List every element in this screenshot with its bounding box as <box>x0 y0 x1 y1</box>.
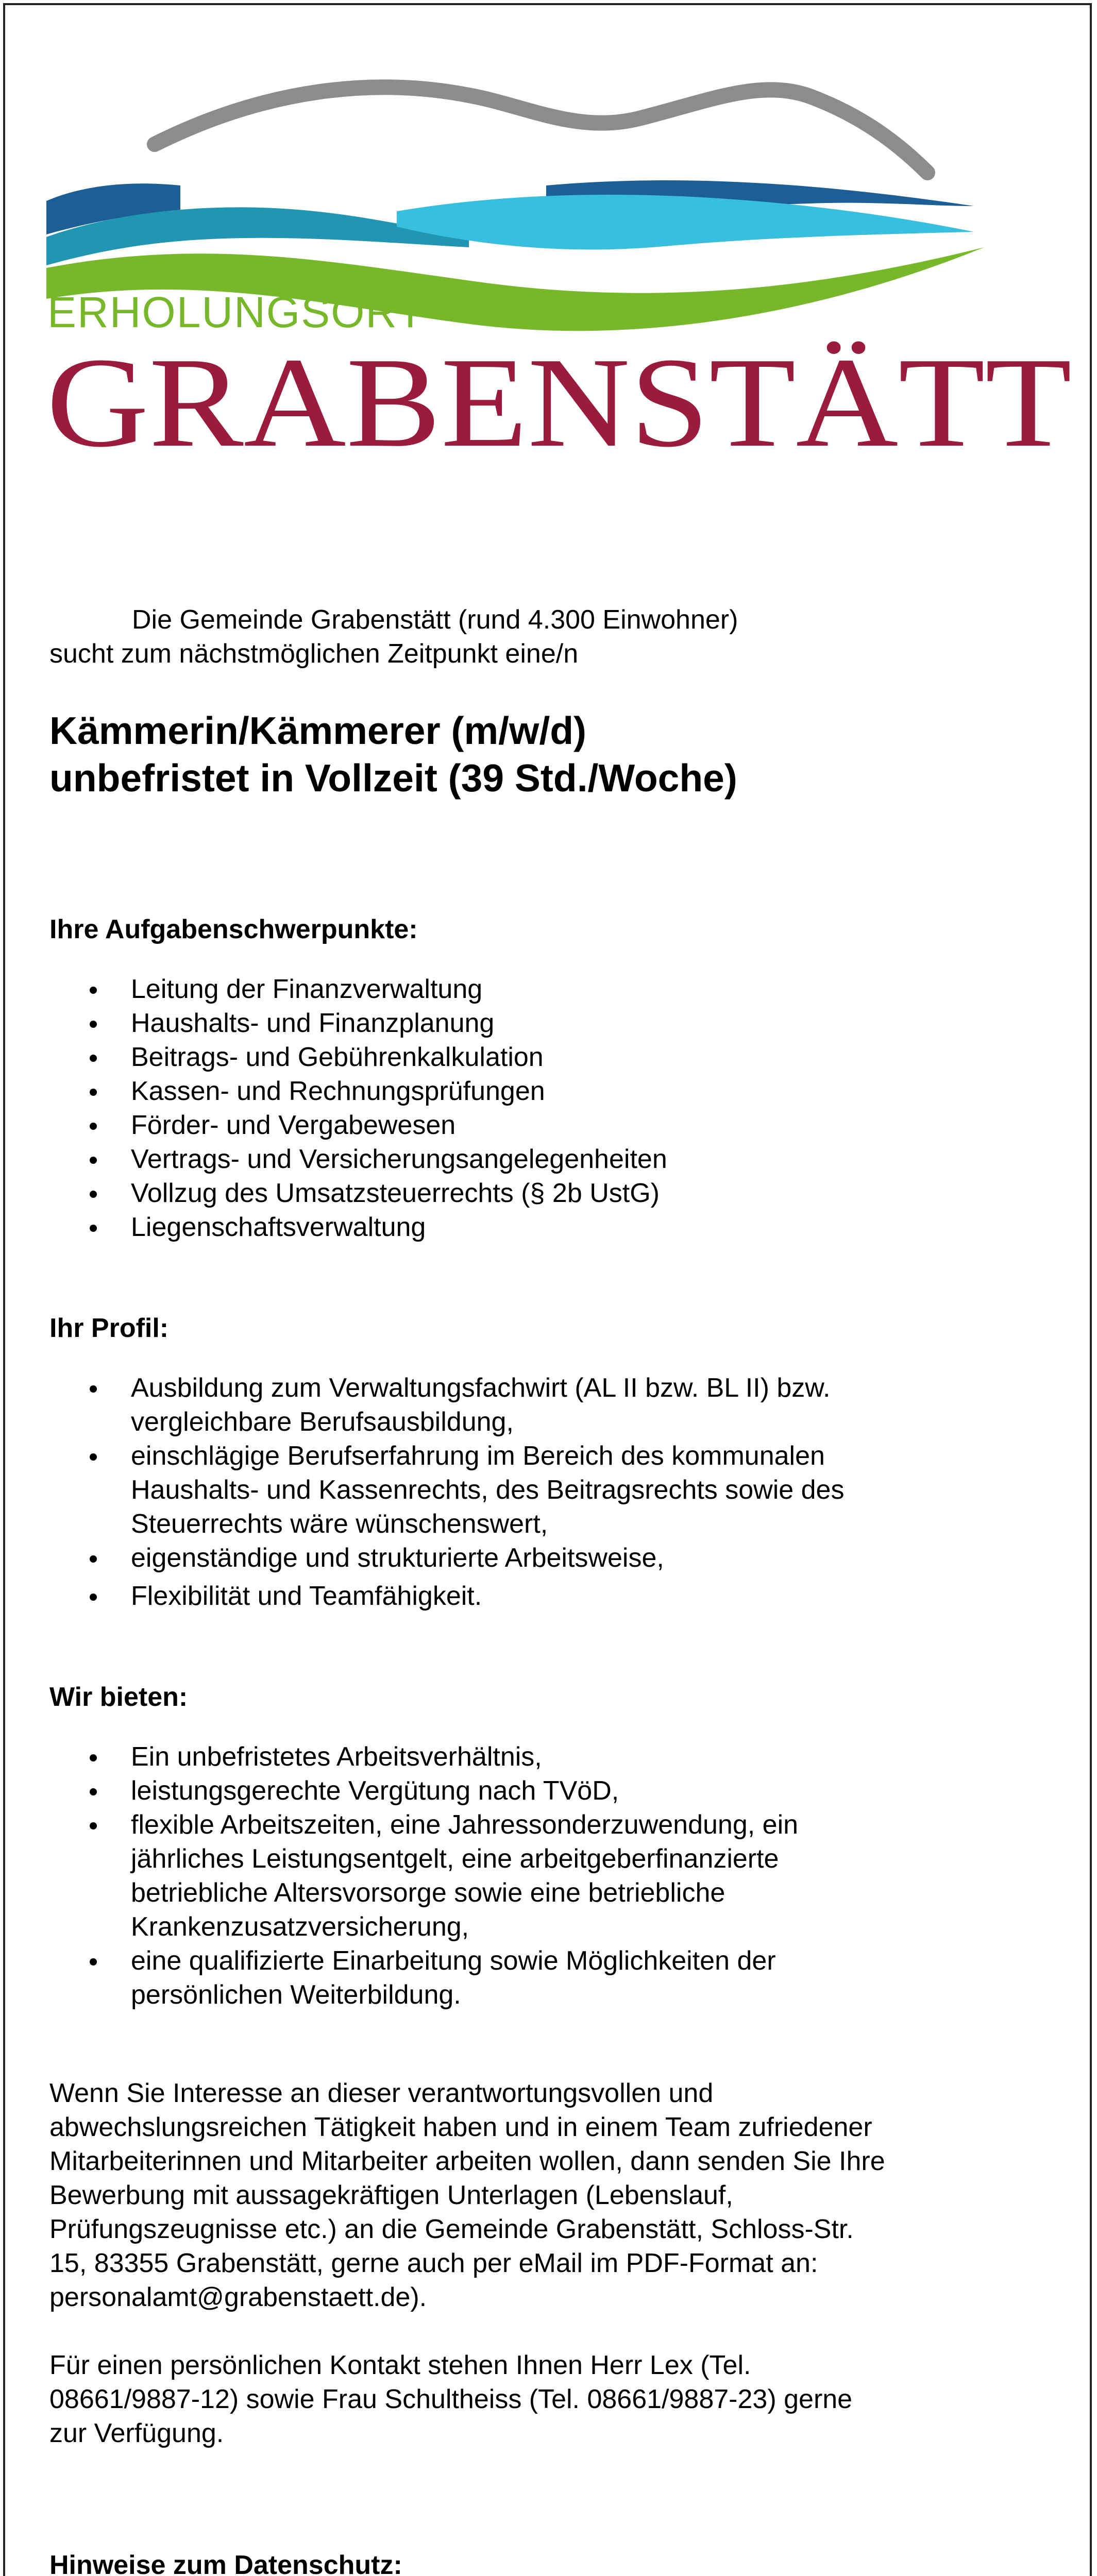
bullet-icon <box>90 1055 97 1062</box>
paragraph-line: Bewerbung mit aussagekräftigen Unterlagen (Lebenslauf, <box>49 2180 733 2210</box>
bullet-icon <box>90 1822 97 1829</box>
intro <box>49 603 1044 671</box>
list-item <box>49 1541 1044 1575</box>
bullet-icon <box>90 1754 97 1761</box>
paragraph-line: zur Verfügung. <box>49 2418 224 2448</box>
list-item-text: eine qualifizierte Einarbeitung sowie Möglichkeiten der <box>131 1946 776 1976</box>
paragraph-line: Für einen persönlichen Kontakt stehen Ihnen Herr Lex (Tel. <box>49 2350 751 2380</box>
logo-mountain <box>155 87 927 173</box>
logo-town-name: GRABENSTÄTT <box>46 331 1072 469</box>
bullet-icon <box>90 1021 97 1028</box>
paragraph-line: abwechslungsreichen Tätigkeit haben und in einem Team zufriedener <box>49 2112 872 2142</box>
logo <box>46 57 1077 469</box>
job-title <box>49 707 1044 802</box>
list-item-text: betriebliche Altersvorsorge sowie eine betriebliche <box>131 1878 725 1908</box>
bullet-icon <box>90 987 97 994</box>
profile-list <box>49 1371 1044 1613</box>
list-item-text: Beitrags- und Gebührenkalkulation <box>131 1042 544 1072</box>
bullet-icon <box>90 1594 97 1601</box>
list-item-text: Förder- und Vergabewesen <box>131 1110 456 1140</box>
list-item-text: Krankenzusatzversicherung, <box>131 1912 469 1942</box>
bullet-icon <box>90 1225 97 1232</box>
list-item <box>49 1439 1044 1541</box>
paragraph-line: personalamt@grabenstaett.de). <box>49 2282 427 2312</box>
logo-tagline: ERHOLUNGSORT <box>47 288 425 336</box>
list-item-text: Kassen- und Rechnungsprüfungen <box>131 1076 545 1106</box>
list-item <box>49 1006 1044 1040</box>
logo-graphic <box>46 57 1077 469</box>
bullet-icon <box>90 1788 97 1795</box>
list-item <box>49 1040 1044 1074</box>
job-title-line-2: unbefristet in Vollzeit (39 Std./Woche) <box>49 756 737 800</box>
tasks-list <box>49 972 1044 1244</box>
list-item-text: Ausbildung zum Verwaltungsfachwirt (AL II bzw. BL II) bzw. <box>131 1373 831 1403</box>
paragraph-line: Mitarbeiterinnen und Mitarbeiter arbeiten wollen, dann senden Sie Ihre <box>49 2146 885 2176</box>
bullet-icon <box>90 1191 97 1198</box>
list-item <box>49 1108 1044 1142</box>
tasks-heading: Ihre Aufgabenschwerpunkte: <box>49 914 418 944</box>
bullet-icon <box>90 1958 97 1965</box>
list-item <box>49 1774 1044 1808</box>
bullet-icon <box>90 1157 97 1164</box>
list-item-text: Haushalts- und Kassenrechts, des Beitragsrechts sowie des <box>131 1475 845 1505</box>
list-item-text: vergleichbare Berufsausbildung, <box>131 1407 514 1437</box>
bullet-icon <box>90 1123 97 1130</box>
paragraph-line: Wenn Sie Interesse an dieser verantwortungsvollen und <box>49 2078 714 2108</box>
list-item <box>49 1944 1044 2012</box>
list-item-text: persönlichen Weiterbildung. <box>131 1980 461 2010</box>
list-item-text: Haushalts- und Finanzplanung <box>131 1008 495 1038</box>
paragraph-line: 08661/9887-12) sowie Frau Schultheiss (Tel. 08661/9887-23) gerne <box>49 2384 853 2414</box>
list-item <box>49 1371 1044 1439</box>
list-item <box>49 1210 1044 1244</box>
intro-line-1: Die Gemeinde Grabenstätt (rund 4.300 Einwohner) <box>132 605 738 635</box>
list-item-text: Leitung der Finanzverwaltung <box>131 974 483 1004</box>
list-item <box>49 972 1044 1006</box>
list-item <box>49 1579 1044 1613</box>
list-item-text: flexible Arbeitszeiten, eine Jahressonderzuwendung, ein <box>131 1810 799 1840</box>
intro-line-2: sucht zum nächstmöglichen Zeitpunkt eine/n <box>49 639 579 669</box>
list-item <box>49 1142 1044 1176</box>
bullet-icon <box>90 1385 97 1393</box>
list-item-text: Liegenschaftsverwaltung <box>131 1212 426 1242</box>
offer-list <box>49 1740 1044 2012</box>
paragraph-line: Prüfungszeugnisse etc.) an die Gemeinde Grabenstätt, Schloss-Str. <box>49 2214 854 2244</box>
list-item-text: eigenständige und strukturierte Arbeitsweise, <box>131 1543 664 1573</box>
job-title-line-1: Kämmerin/Kämmerer (m/w/d) <box>49 709 586 752</box>
list-item <box>49 1176 1044 1210</box>
job-posting <box>49 603 1044 2576</box>
list-item-text: Steuerrechts wäre wünschenswert, <box>131 1509 548 1539</box>
bullet-icon <box>90 1089 97 1096</box>
list-item-text: leistungsgerechte Vergütung nach TVöD, <box>131 1776 619 1806</box>
bullet-icon <box>90 1453 97 1461</box>
offer-heading: Wir bieten: <box>49 1682 188 1712</box>
list-item <box>49 1074 1044 1108</box>
privacy-heading: Hinweise zum Datenschutz: <box>49 2550 402 2576</box>
list-item-text: Vollzug des Umsatzsteuerrechts (§ 2b UstG) <box>131 1178 660 1208</box>
list-item-text: jährliches Leistungsentgelt, eine arbeitgeberfinanzierte <box>131 1844 779 1874</box>
list-item-text: einschlägige Berufserfahrung im Bereich des kommunalen <box>131 1441 825 1471</box>
contact-paragraph <box>49 2348 1044 2450</box>
list-item-text: Ein unbefristetes Arbeitsverhältnis, <box>131 1742 542 1772</box>
list-item <box>49 1740 1044 1774</box>
list-item <box>49 1808 1044 1944</box>
list-item-text: Vertrags- und Versicherungsangelegenheiten <box>131 1144 667 1174</box>
list-item-text: Flexibilität und Teamfähigkeit. <box>131 1581 482 1611</box>
profile-heading: Ihr Profil: <box>49 1313 169 1343</box>
bullet-icon <box>90 1555 97 1563</box>
paragraph-line: 15, 83355 Grabenstätt, gerne auch per eMail im PDF-Format an: <box>49 2248 818 2278</box>
application-paragraph <box>49 2076 1044 2314</box>
